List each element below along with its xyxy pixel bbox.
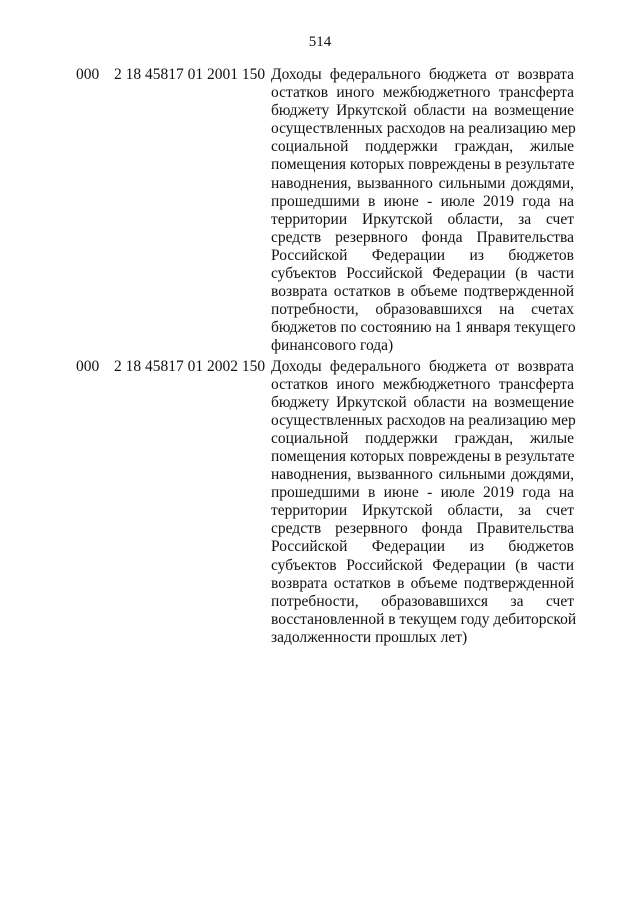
description-line: бюджету Иркутской области на возмещение bbox=[271, 393, 574, 411]
description-line: финансового года) bbox=[271, 337, 394, 355]
description-line: возврата остатков в объеме подтвержденной bbox=[271, 283, 574, 301]
description-line: средств резервного фонда Правительства bbox=[271, 228, 574, 246]
description-line: наводнения, вызванного сильными дождями, bbox=[271, 466, 574, 484]
budget-code-table bbox=[0, 66, 640, 649]
description-line: Доходы федерального бюджета от возврата bbox=[271, 66, 574, 83]
description-line: территории Иркутской области, за счет bbox=[271, 502, 574, 520]
description-line: субъектов Российской Федерации (в части bbox=[271, 265, 574, 283]
admin-code: 000 bbox=[76, 357, 100, 375]
description-line: средств резервного фонда Правительства bbox=[271, 520, 574, 538]
description-line: бюджету Иркутской области на возмещение bbox=[271, 102, 574, 120]
description-line: возврата остатков в объеме подтвержденной bbox=[271, 574, 574, 592]
description-line: наводнения, вызванного сильными дождями, bbox=[271, 174, 574, 192]
budget-classification-code: 2 18 45817 01 2001 150 bbox=[114, 66, 266, 83]
description-line: Российской Федерации из бюджетов bbox=[271, 538, 574, 556]
income-description bbox=[271, 357, 577, 648]
description-line: осуществленных расходов на реализацию мер bbox=[271, 411, 576, 429]
description-line: социальной поддержки граждан, жилые bbox=[271, 429, 574, 447]
description-line: задолженности прошлых лет) bbox=[271, 628, 468, 646]
table-row bbox=[0, 358, 640, 648]
description-line: территории Иркутской области, за счет bbox=[271, 210, 574, 228]
admin-code: 000 bbox=[76, 66, 100, 83]
description-line: потребности, образовавшихся на счетах bbox=[271, 301, 574, 319]
description-line: осуществленных расходов на реализацию мер bbox=[271, 120, 576, 138]
description-line: Доходы федерального бюджета от возврата bbox=[271, 357, 574, 375]
description-line: помещения которых повреждены в результате bbox=[271, 156, 575, 174]
description-line: остатков иного межбюджетного трансферта bbox=[271, 84, 574, 102]
description-line: бюджетов по состоянию на 1 января текущего bbox=[271, 319, 576, 337]
budget-classification-code: 2 18 45817 01 2002 150 bbox=[114, 357, 266, 375]
description-line: прошедшими в июне - июле 2019 года на bbox=[271, 192, 574, 210]
description-line: прошедшими в июне - июле 2019 года на bbox=[271, 484, 574, 502]
description-line: Российской Федерации из бюджетов bbox=[271, 246, 574, 264]
description-line: помещения которых повреждены в результате bbox=[271, 447, 575, 465]
description-line: потребности, образовавшихся за счет bbox=[271, 592, 574, 610]
table-row bbox=[0, 66, 640, 356]
income-description bbox=[271, 66, 574, 356]
description-line: остатков иного межбюджетного трансферта bbox=[271, 375, 574, 393]
description-line: социальной поддержки граждан, жилые bbox=[271, 138, 574, 156]
description-line: восстановленной в текущем году дебиторской bbox=[271, 610, 577, 628]
page-number: 514 bbox=[308, 34, 332, 50]
description-line: субъектов Российской Федерации (в части bbox=[271, 556, 574, 574]
